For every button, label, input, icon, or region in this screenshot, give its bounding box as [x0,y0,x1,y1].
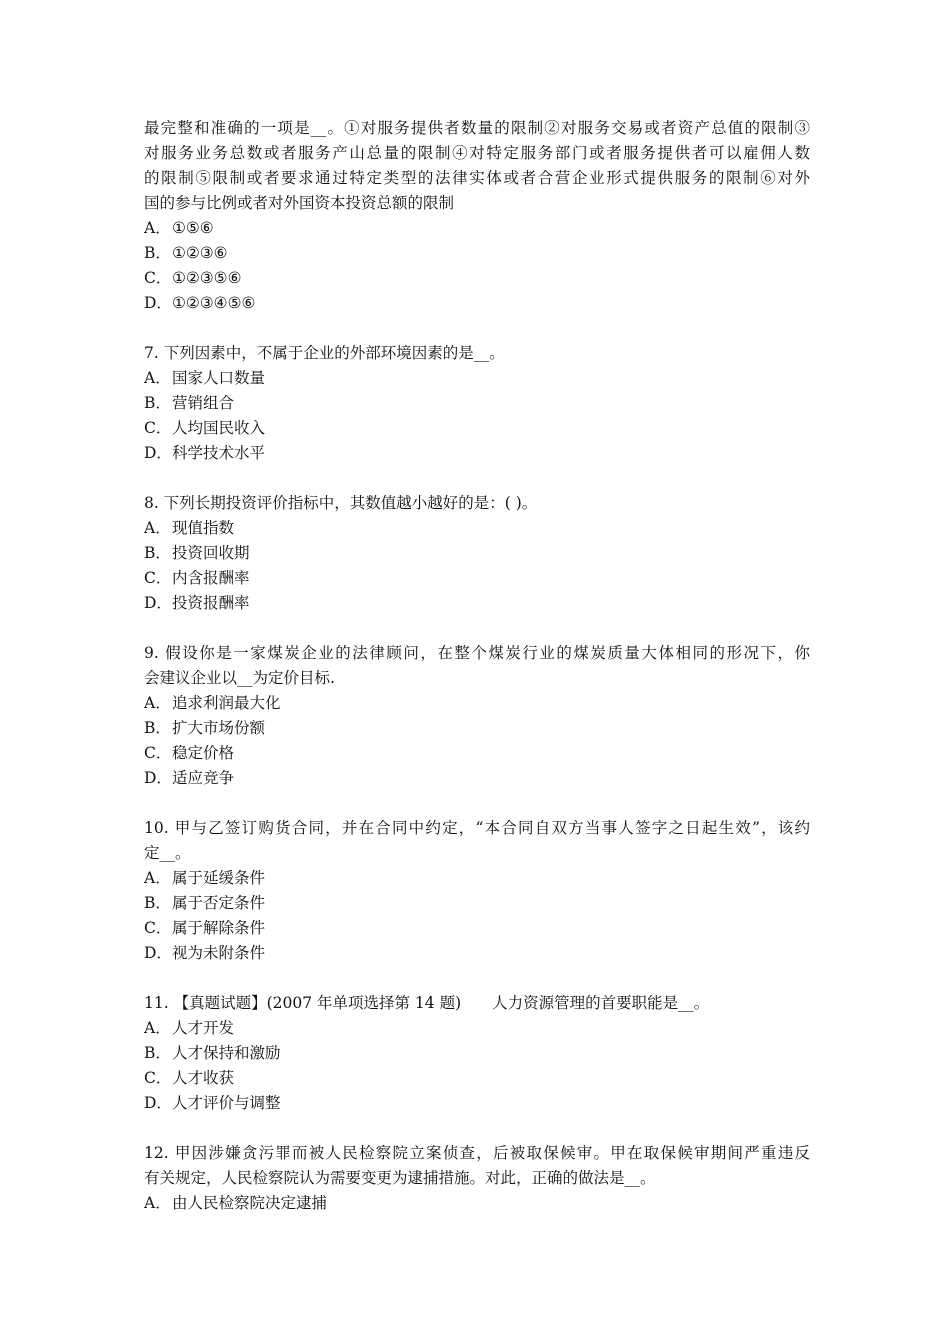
option-c [144,566,810,591]
option-letter: B． [144,394,171,412]
question-8 [144,491,810,616]
option-a [144,516,810,541]
option-text: ①②③④⑤⑥ [172,294,256,312]
option-letter: C． [144,919,172,937]
option-a [144,866,810,891]
option-letter: B． [144,719,171,737]
option-d [144,1091,810,1116]
option-text: ①⑤⑥ [172,219,214,237]
option-letter: D． [144,1094,172,1112]
option-text: 扩大市场份额 [172,719,266,737]
document-page [144,116,810,1241]
option-b [144,241,810,266]
option-text: 人均国民收入 [172,419,266,437]
option-letter: C． [144,269,172,287]
option-text: 投资报酬率 [172,594,250,612]
option-d [144,766,810,791]
option-d [144,441,810,466]
option-text: 人才保持和激励 [172,1044,281,1062]
question-stem-line: 10. 甲与乙签订购货合同，并在合同中约定，“本合同自双方当事人签字之日起生效”，该约 [144,819,810,837]
option-letter: C． [144,569,172,587]
option-letter: A． [144,694,171,712]
option-b [144,391,810,416]
option-text: 追求利润最大化 [172,694,281,712]
option-d [144,291,810,316]
question-stem-line: 12. 甲因涉嫌贪污罪而被人民检察院立案侦查，后被取保候审。甲在取保候审期间严重违反 [144,1144,810,1162]
option-a [144,1191,810,1216]
option-letter: C． [144,419,172,437]
option-letter: A． [144,1194,171,1212]
question-stem-line: 8. 下列长期投资评价指标中，其数值越小越好的是：( )。 [144,494,538,512]
option-d [144,941,810,966]
option-letter: B． [144,544,171,562]
option-text: 稳定价格 [172,744,235,762]
option-c [144,1066,810,1091]
option-a [144,366,810,391]
option-b [144,716,810,741]
question-stem-line: 最完整和准确的一项是__。①对服务提供者数量的限制②对服务交易或者资产总值的限制③ [144,119,810,137]
option-text: 现值指数 [172,519,235,537]
option-d [144,591,810,616]
question-stem-line: 的限制⑤限制或者要求通过特定类型的法律实体或者合营企业形式提供服务的限制⑥对外 [144,169,810,187]
question-7 [144,341,810,466]
option-letter: A． [144,519,171,537]
question-stem-line: 9. 假设你是一家煤炭企业的法律顾问，在整个煤炭行业的煤炭质量大体相同的形况下，你 [144,644,810,662]
option-text: 国家人口数量 [172,369,266,387]
option-text: 内含报酬率 [172,569,250,587]
option-letter: D． [144,444,172,462]
option-letter: D． [144,944,172,962]
option-text: 属于解除条件 [172,919,266,937]
option-c [144,741,810,766]
option-text: 科学技术水平 [172,444,266,462]
option-b [144,1041,810,1066]
option-letter: D． [144,294,172,312]
option-letter: C． [144,744,172,762]
option-letter: C． [144,1069,172,1087]
option-b [144,541,810,566]
question-6 [144,116,810,316]
question-11 [144,991,810,1116]
option-letter: D． [144,769,172,787]
option-c [144,916,810,941]
option-text: 适应竞争 [172,769,235,787]
question-stem-line: 会建议企业以__为定价目标. [144,669,335,687]
option-a [144,691,810,716]
option-letter: A． [144,369,171,387]
option-letter: A． [144,219,171,237]
option-text: 营销组合 [172,394,235,412]
option-letter: A． [144,869,171,887]
option-letter: B． [144,244,171,262]
option-a [144,1016,810,1041]
option-letter: A． [144,1019,171,1037]
question-9 [144,641,810,791]
option-text: 视为未附条件 [172,944,266,962]
option-b [144,891,810,916]
option-text: 人才收获 [172,1069,235,1087]
option-text: 人才评价与调整 [172,1094,281,1112]
question-stem-line: 11. 【真题试题】(2007 年单项选择第 14 题) 人力资源管理的首要职能是__。 [144,994,710,1012]
option-c [144,266,810,291]
option-text: ①②③⑤⑥ [172,269,242,287]
question-stem-line: 有关规定，人民检察院认为需要变更为逮捕措施。对此，正确的做法是__。 [144,1169,656,1187]
option-text: 属于延缓条件 [172,869,266,887]
question-stem-line: 对服务业务总数或者服务产山总量的限制④对特定服务部门或者服务提供者可以雇佣人数 [144,144,810,162]
option-text: 人才开发 [172,1019,235,1037]
option-letter: B． [144,1044,171,1062]
option-c [144,416,810,441]
question-10 [144,816,810,966]
question-stem-line: 国的参与比例或者对外国资本投资总额的限制 [144,194,455,212]
option-a [144,216,810,241]
option-text: ①②③⑥ [172,244,228,262]
option-letter: B． [144,894,171,912]
option-text: 属于否定条件 [172,894,266,912]
question-stem-line: 定__。 [144,844,191,862]
option-text: 由人民检察院决定逮捕 [172,1194,328,1212]
question-stem-line: 7. 下列因素中，不属于企业的外部环境因素的是__。 [144,344,505,362]
option-letter: D． [144,594,172,612]
option-text: 投资回收期 [172,544,250,562]
question-12 [144,1141,810,1216]
